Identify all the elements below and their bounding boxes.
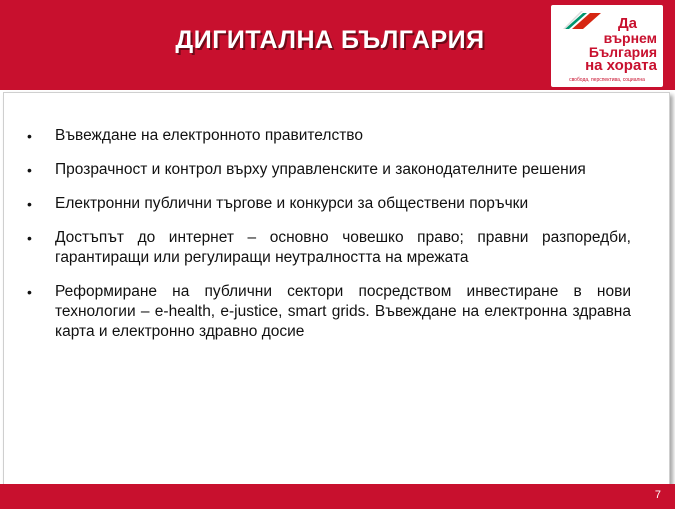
list-item	[27, 160, 631, 180]
logo-line-1: Да	[617, 15, 637, 32]
list-item	[27, 194, 631, 214]
logo-line-4: на хората	[585, 57, 657, 74]
bullet-text: Прозрачност и контрол върху управленските и законодателните решения	[55, 161, 586, 178]
bullet-list	[27, 126, 631, 356]
party-logo	[551, 5, 663, 87]
bullet-text: Електронни публични търгове и конкурси за обществени поръчки	[55, 195, 529, 212]
footer-band	[0, 484, 675, 509]
logo-wordmark	[557, 17, 657, 73]
bullet-icon: •	[27, 284, 32, 300]
logo-line-3: България	[588, 44, 657, 60]
header-band	[0, 0, 675, 90]
bullet-icon: •	[27, 162, 32, 178]
bullet-text: Реформиране на публични сектори посредством инвестиране в нови технологии – e-health, e-justice, smart grids. Въвеждане на електронна здравна карта и електронно здравно досие	[55, 283, 631, 340]
bullet-icon: •	[27, 196, 32, 212]
bullet-text: Достъпът до интернет – основно човешко право; правни разпоредби, гарантиращи или регулиращи неутралността на мрежата	[55, 229, 631, 266]
list-item	[27, 282, 631, 342]
bullet-icon: •	[27, 128, 32, 144]
list-item	[27, 228, 631, 268]
logo-tagline: свобода, перспектива, социална	[569, 77, 645, 83]
bullet-text: Въвеждане на електронното правителство	[55, 127, 363, 144]
bullet-icon: •	[27, 230, 32, 246]
list-item	[27, 126, 631, 146]
logo-line-2: върнем	[603, 30, 657, 46]
page-number: 7	[654, 489, 661, 501]
slide-title: ДИГИТАЛНА БЪЛГАРИЯ	[175, 26, 485, 54]
